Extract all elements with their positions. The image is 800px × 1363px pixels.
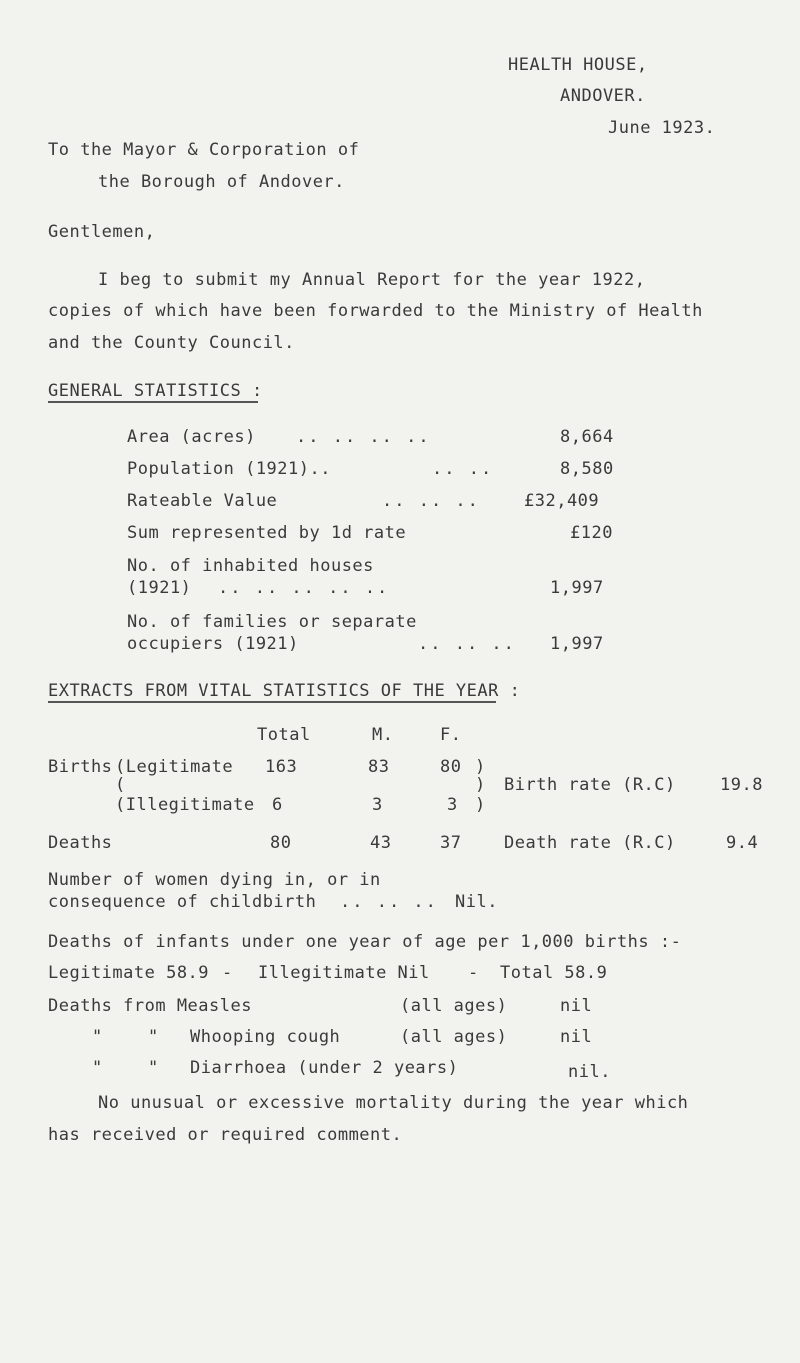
births-legitimate-male: 83 bbox=[368, 757, 390, 777]
ditto-mark: " bbox=[148, 1058, 159, 1078]
stat-label-houses: No. of inhabited houses bbox=[127, 556, 374, 576]
births-illegitimate-female: 3 bbox=[447, 795, 458, 815]
maternal-line-2: consequence of childbirth bbox=[48, 892, 317, 912]
births-label: Births bbox=[48, 757, 113, 777]
stat-label-families: No. of families or separate bbox=[127, 612, 417, 632]
maternal-value: Nil. bbox=[455, 892, 498, 912]
col-female: F. bbox=[440, 725, 462, 745]
stat-label-population: Population (1921).. bbox=[127, 459, 331, 479]
stat-dots: .. .. .. bbox=[382, 491, 480, 511]
addressee-line-2: the Borough of Andover. bbox=[98, 172, 345, 192]
stat-label-penny-rate: Sum represented by 1d rate bbox=[127, 523, 407, 543]
closing-line-1: No unusual or excessive mortality during the year which bbox=[98, 1093, 689, 1113]
ditto-mark: " bbox=[148, 1027, 159, 1047]
address-line-1: HEALTH HOUSE, bbox=[508, 55, 648, 75]
addressee-line-1: To the Mayor & Corporation of bbox=[48, 140, 360, 160]
births-legitimate-label: (Legitimate bbox=[115, 757, 234, 777]
stat-dots: .. .. .. .. bbox=[296, 427, 431, 447]
intro-line-1: I beg to submit my Annual Report for the year 1922, bbox=[98, 270, 646, 290]
infant-total: Total 58.9 bbox=[500, 963, 608, 983]
stat-value-families: 1,997 bbox=[550, 634, 604, 654]
ditto-mark: " bbox=[92, 1058, 103, 1078]
measles-value: nil bbox=[560, 996, 593, 1016]
deaths-male: 43 bbox=[370, 833, 392, 853]
stat-label-rateable: Rateable Value bbox=[127, 491, 278, 511]
birth-rate-value: 19.8 bbox=[720, 775, 763, 795]
measles-label: Deaths from Measles bbox=[48, 996, 252, 1016]
intro-line-2: copies of which have been forwarded to the Ministry of Health bbox=[48, 301, 703, 321]
col-total: Total bbox=[257, 725, 311, 745]
whooping-value: nil bbox=[560, 1027, 593, 1047]
births-legitimate-female: 80 bbox=[440, 757, 462, 777]
heading-underline bbox=[48, 701, 496, 703]
births-illegitimate-total: 6 bbox=[272, 795, 283, 815]
stat-value-rateable: £32,409 bbox=[524, 491, 600, 511]
stat-value-houses: 1,997 bbox=[550, 578, 604, 598]
whooping-ages: (all ages) bbox=[400, 1027, 508, 1047]
stat-value-population: 8,580 bbox=[560, 459, 614, 479]
vital-statistics-heading: EXTRACTS FROM VITAL STATISTICS OF THE YEAR : bbox=[48, 681, 521, 701]
births-illegitimate-male: 3 bbox=[372, 795, 383, 815]
births-legitimate-total: 163 bbox=[265, 757, 298, 777]
ditto-mark: " bbox=[92, 1027, 103, 1047]
measles-ages: (all ages) bbox=[400, 996, 508, 1016]
brace: ) bbox=[475, 795, 486, 815]
paren: ( bbox=[115, 775, 126, 795]
address-line-2: ANDOVER. bbox=[560, 86, 646, 106]
infant-illegitimate: Illegitimate Nil bbox=[258, 963, 430, 983]
births-illegitimate-label: (Illegitimate bbox=[115, 795, 255, 815]
death-rate-value: 9.4 bbox=[726, 833, 759, 853]
maternal-line-1: Number of women dying in, or in bbox=[48, 870, 381, 890]
maternal-dots: .. .. .. bbox=[340, 892, 438, 912]
deaths-female: 37 bbox=[440, 833, 462, 853]
diarrhoea-label: Diarrhoea (under 2 years) bbox=[190, 1058, 459, 1078]
general-statistics-heading: GENERAL STATISTICS : bbox=[48, 381, 263, 401]
deaths-total: 80 bbox=[270, 833, 292, 853]
birth-rate-label: Birth rate (R.C) bbox=[504, 775, 676, 795]
infant-deaths-line: Deaths of infants under one year of age per 1,000 births :- bbox=[48, 932, 682, 952]
stat-label-houses-year: (1921) bbox=[127, 578, 192, 598]
deaths-label: Deaths bbox=[48, 833, 113, 853]
stat-value-area: 8,664 bbox=[560, 427, 614, 447]
infant-legitimate: Legitimate 58.9 bbox=[48, 963, 210, 983]
death-rate-label: Death rate (R.C) bbox=[504, 833, 676, 853]
stat-value-penny-rate: £120 bbox=[570, 523, 613, 543]
brace: ) bbox=[475, 775, 486, 795]
stat-dots: .. .. .. .. .. bbox=[218, 578, 390, 598]
brace: ) bbox=[475, 757, 486, 777]
stat-label-area: Area (acres) bbox=[127, 427, 256, 447]
stat-label-families-2: occupiers (1921) bbox=[127, 634, 299, 654]
diarrhoea-value: nil. bbox=[568, 1062, 611, 1082]
col-male: M. bbox=[372, 725, 394, 745]
report-date: June 1923. bbox=[608, 118, 716, 138]
dash: - bbox=[222, 963, 233, 983]
closing-line-2: has received or required comment. bbox=[48, 1125, 403, 1145]
stat-dots: .. .. bbox=[432, 459, 494, 479]
whooping-label: Whooping cough bbox=[190, 1027, 341, 1047]
intro-line-3: and the County Council. bbox=[48, 333, 295, 353]
greeting: Gentlemen, bbox=[48, 222, 156, 242]
stat-dots: .. .. .. bbox=[418, 634, 516, 654]
dash: - bbox=[468, 963, 479, 983]
heading-underline bbox=[48, 401, 258, 403]
